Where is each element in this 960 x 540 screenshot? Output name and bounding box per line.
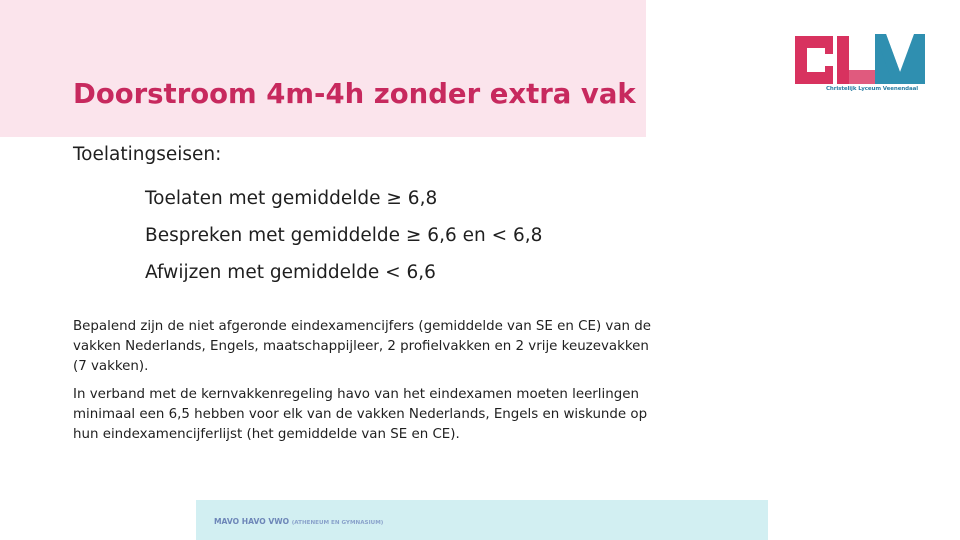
slide-title: Doorstroom 4m-4h zonder extra vak [73,78,636,110]
footer-band [196,500,768,540]
paragraph-core-subjects: In verband met de kernvakkenregeling havo van het eindexamen moeten leerlingen minimaal een 6,5 hebben voor elk van de vakken Nederlands, Engels en wiskunde op hun eindexamencijferlijst (het gemiddelde van SE en CE). [73,387,648,442]
footer-label [214,517,383,526]
requirement-admit: Toelaten met gemiddelde ≥ 6,8 [145,188,438,209]
requirement-discuss: Bespreken met gemiddelde ≥ 6,6 en < 6,8 [145,225,543,246]
title-band [0,0,646,137]
footer-sub: (ATHENEUM EN GYMNASIUM) [291,520,384,526]
requirements-list [145,180,542,291]
requirements-heading: Toelatingseisen: [73,144,222,165]
requirement-reject: Afwijzen met gemiddelde < 6,6 [145,262,436,283]
logo-caption: Christelijk Lyceum Veenendaal [826,86,919,92]
footer-main: MAVO HAVO VWO [214,517,290,526]
paragraph-determining-grades: Bepalend zijn de niet afgeronde eindexamencijfers (gemiddelde van SE en CE) van de vakken Nederlands, Engels, maatschappijleer, 2 profielvakken en 2 vrije keuzevakken (7 vakken). [73,319,652,374]
